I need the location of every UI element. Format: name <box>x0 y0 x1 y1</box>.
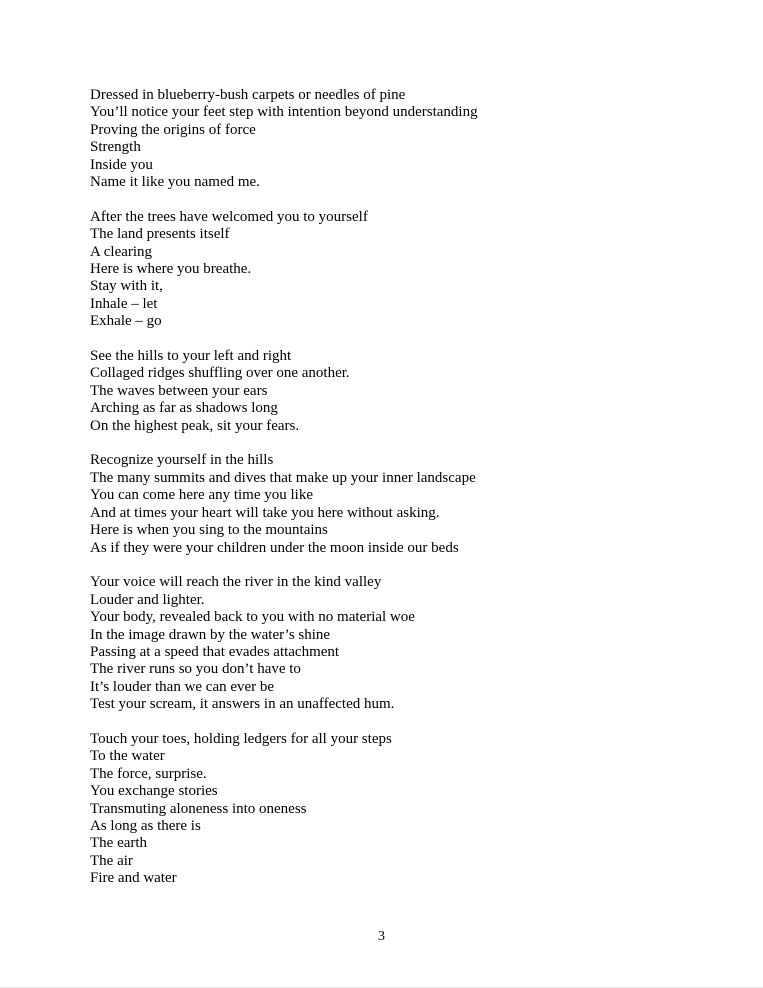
page-number: 3 <box>378 929 385 944</box>
poem-stanza <box>90 209 730 331</box>
poem-line: Your body, revealed back to you with no material woe <box>90 609 415 626</box>
poem-stanza <box>90 452 730 556</box>
poem-line: The land presents itself <box>90 226 230 243</box>
poem-line: You can come here any time you like <box>90 487 314 504</box>
poem-line: Passing at a speed that evades attachment <box>90 643 340 660</box>
poem-line: Exhale – go <box>90 313 162 330</box>
poem-line: As if they were your children under the moon inside our beds <box>90 539 459 556</box>
poem-stanza <box>90 348 730 435</box>
poem-line: The air <box>90 852 133 869</box>
poem-line: Name it like you named me. <box>90 174 260 191</box>
poem-line: It’s louder than we can ever be <box>90 678 275 695</box>
poem-line: Here is where you breathe. <box>90 261 252 278</box>
poem-line: After the trees have welcomed you to yourself <box>90 208 368 225</box>
poem-line: Louder and lighter. <box>90 591 205 608</box>
poem-line: Stay with it, <box>90 278 163 295</box>
poem-line: You’ll notice your feet step with intention beyond understanding <box>90 104 478 121</box>
poem-line: You exchange stories <box>90 783 218 800</box>
poem-line: Test your scream, it answers in an unaffected hum. <box>90 696 395 713</box>
poem-line: And at times your heart will take you here without asking. <box>90 504 440 521</box>
poem-line: Inhale – let <box>90 295 158 312</box>
poem-stanza <box>90 87 730 191</box>
poem-line: The river runs so you don’t have to <box>90 661 301 678</box>
poem-line: Dressed in blueberry-bush carpets or needles of pine <box>90 87 406 103</box>
poem-line: Your voice will reach the river in the kind valley <box>90 574 382 591</box>
poem-line: Touch your toes, holding ledgers for all your steps <box>90 730 392 747</box>
poem-line: Collaged ridges shuffling over one another. <box>90 365 350 382</box>
poem-line: Transmuting aloneness into oneness <box>90 800 307 817</box>
poem-line: Strength <box>90 139 141 156</box>
poem-line: The many summits and dives that make up your inner landscape <box>90 469 476 486</box>
poem-line: See the hills to your left and right <box>90 348 292 365</box>
poem-line: Proving the origins of force <box>90 121 256 138</box>
poem-line: On the highest peak, sit your fears. <box>90 417 300 434</box>
poem-line: In the image drawn by the water’s shine <box>90 626 331 643</box>
poem-body <box>90 87 730 888</box>
poem-line: Recognize yourself in the hills <box>90 452 274 469</box>
poem-line: A clearing <box>90 243 153 260</box>
poem-line: The force, surprise. <box>90 765 207 782</box>
poem-line: To the water <box>90 748 165 765</box>
poem-line: Fire and water <box>90 870 177 887</box>
poem-stanza <box>90 731 730 888</box>
poem-line: Here is when you sing to the mountains <box>90 522 328 539</box>
poem-stanza <box>90 574 730 713</box>
poem-line: The earth <box>90 835 148 852</box>
poem-line: Inside you <box>90 156 153 173</box>
poem-line: As long as there is <box>90 817 201 834</box>
poem-line: The waves between your ears <box>90 382 268 399</box>
poem-line: Arching as far as shadows long <box>90 400 278 417</box>
